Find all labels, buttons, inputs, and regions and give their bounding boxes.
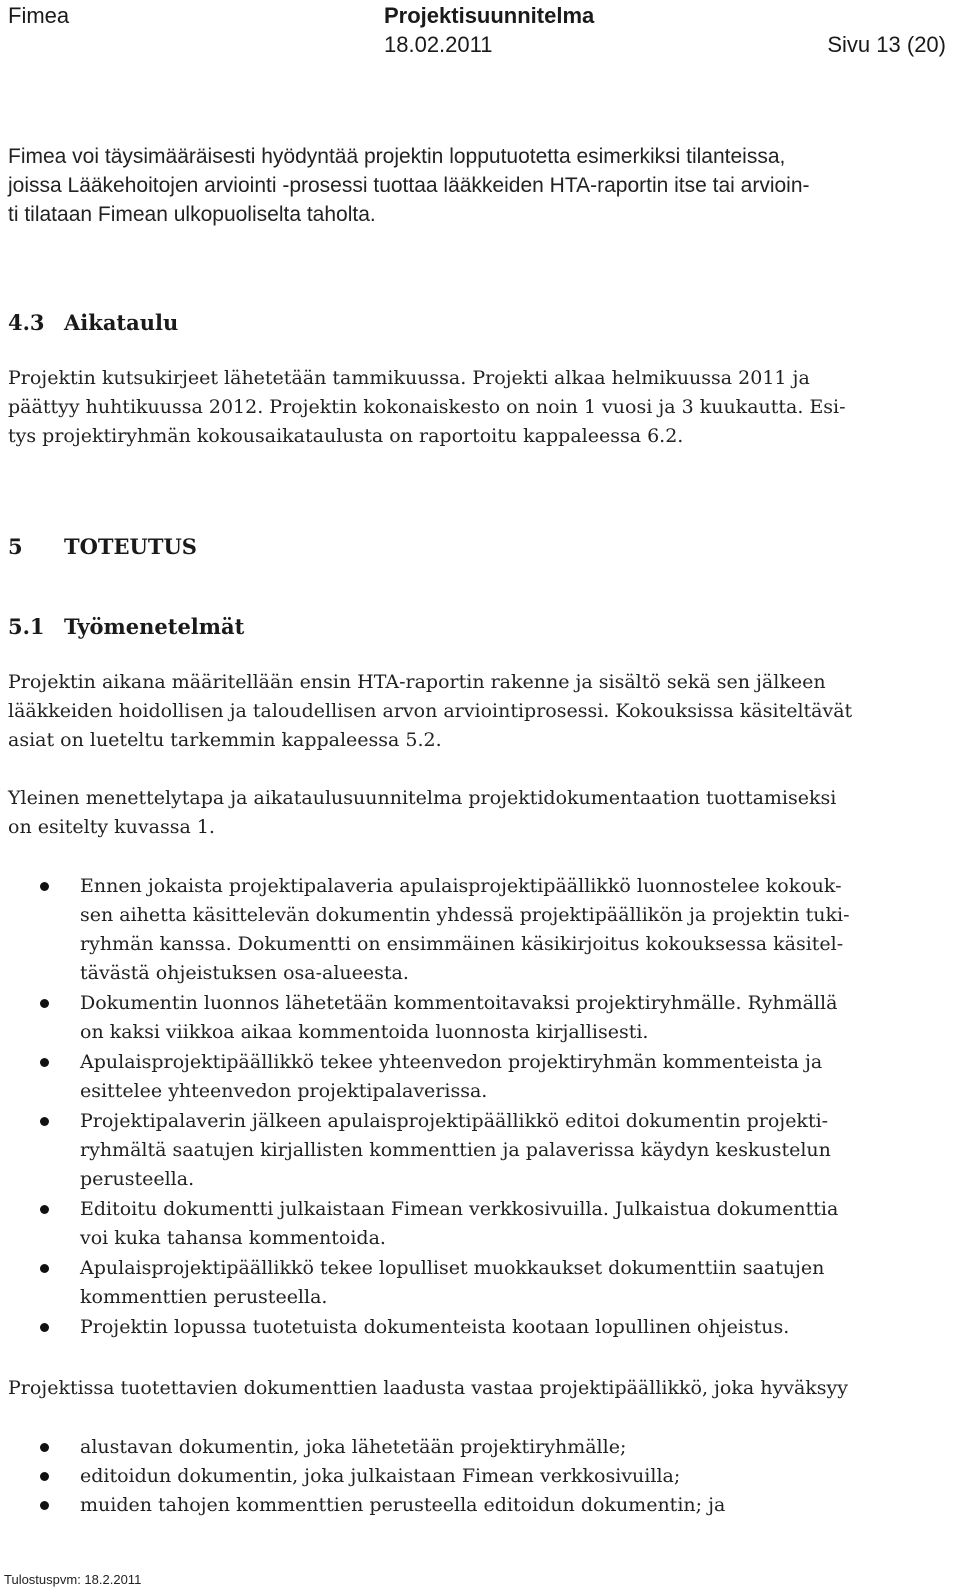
section-title: Aikataulu <box>64 310 179 335</box>
paragraph-line: tys projektiryhmän kokousaikataulusta on raportoitu kappaleessa 6.2. <box>8 425 684 447</box>
list-item <box>8 1195 948 1253</box>
process-bullet-list <box>8 872 948 1343</box>
list-item <box>8 1433 948 1462</box>
list-item-line: alustavan dokumentin, joka lähetetään projektiryhmälle; <box>80 1436 627 1458</box>
list-item-line: tävästä ohjeistuksen osa-alueesta. <box>80 962 409 984</box>
bullet-icon <box>40 1058 49 1067</box>
paragraph-line: Projektin kutsukirjeet lähetetään tammikuussa. Projekti alkaa helmikuussa 2011 ja <box>8 367 810 389</box>
methods-paragraph-1 <box>8 668 948 755</box>
paragraph-line: asiat on lueteltu tarkemmin kappaleessa 5.2. <box>8 729 442 751</box>
list-item <box>8 1254 948 1312</box>
paragraph-line: lääkkeiden hoidollisen ja taloudellisen arvon arviointiprosessi. Kokouksissa käsiteltävät <box>8 700 853 722</box>
list-item-line: muiden tahojen kommenttien perusteella editoidun dokumentin; ja <box>80 1494 726 1516</box>
list-item-line: on kaksi viikkoa aikaa kommentoida luonnosta kirjallisesti. <box>80 1021 649 1043</box>
bullet-icon <box>40 1472 49 1481</box>
bullet-icon <box>40 999 49 1008</box>
list-item-line: Dokumentin luonnos lähetetään kommentoitavaksi projektiryhmälle. Ryhmällä <box>80 992 838 1014</box>
intro-paragraph <box>8 142 948 229</box>
schedule-paragraph <box>8 364 948 451</box>
list-item <box>8 1313 948 1342</box>
paragraph-line: päättyy huhtikuussa 2012. Projektin kokonaiskesto on noin 1 vuosi ja 3 kuukautta. Esi- <box>8 396 846 418</box>
intro-line: ti tilataan Fimean ulkopuoliselta taholta. <box>8 203 376 226</box>
section-heading-5 <box>8 534 197 559</box>
header-organization: Fimea <box>8 3 70 28</box>
paragraph-line: Projektissa tuotettavien dokumenttien laadusta vastaa projektipäällikkö, joka hyväksyy <box>8 1377 849 1399</box>
header-page-number: Sivu 13 (20) <box>827 32 946 57</box>
list-item-line: ryhmän kanssa. Dokumentti on ensimmäinen käsikirjoitus kokouksessa käsitel- <box>80 933 844 955</box>
section-number: 5 <box>8 534 23 559</box>
list-item <box>8 989 948 1047</box>
list-item <box>8 1107 948 1194</box>
list-item <box>8 872 948 988</box>
bullet-icon <box>40 1264 49 1273</box>
intro-line: joissa Lääkehoitojen arviointi -prosessi tuottaa lääkkeiden HTA-raportin itse tai arvioin- <box>8 174 810 197</box>
header-date: 18.02.2011 <box>384 32 493 57</box>
list-item <box>8 1048 948 1106</box>
list-item-line: Apulaisprojektipäällikkö tekee lopulliset muokkaukset dokumenttiin saatujen <box>80 1257 825 1279</box>
section-heading-5-1 <box>8 614 244 639</box>
section-number: 5.1 <box>8 614 45 639</box>
paragraph-line: Projektin aikana määritellään ensin HTA-raportin rakenne ja sisältö sekä sen jälkeen <box>8 671 826 693</box>
list-item-line: Apulaisprojektipäällikkö tekee yhteenvedon projektiryhmän kommenteista ja <box>80 1051 823 1073</box>
list-item-line: sen aihetta käsittelevän dokumentin yhdessä projektipäällikön ja projektin tuki- <box>80 904 850 926</box>
list-item-line: ryhmältä saatujen kirjallisten kommenttien ja palaverissa käydyn keskustelun <box>80 1139 831 1161</box>
print-date-footer: Tulostuspvm: 18.2.2011 <box>4 1572 142 1587</box>
section-number: 4.3 <box>8 310 45 335</box>
bullet-icon <box>40 1117 49 1126</box>
list-item-line: perusteella. <box>80 1168 195 1190</box>
list-item-line: Projektipalaverin jälkeen apulaisprojektipäällikkö editoi dokumentin projekti- <box>80 1110 829 1132</box>
bullet-icon <box>40 1323 49 1332</box>
list-item-line: kommenttien perusteella. <box>80 1286 328 1308</box>
quality-paragraph <box>8 1374 948 1403</box>
bullet-icon <box>40 1443 49 1452</box>
list-item-line: voi kuka tahansa kommentoida. <box>80 1227 386 1249</box>
paragraph-line: Yleinen menettelytapa ja aikataulusuunnitelma projektidokumentaation tuottamiseksi <box>8 787 837 809</box>
header-document-title: Projektisuunnitelma <box>384 3 595 28</box>
list-item-line: Ennen jokaista projektipalaveria apulaisprojektipäällikkö luonnostelee kokouk- <box>80 875 842 897</box>
section-heading-4-3 <box>8 310 178 335</box>
list-item <box>8 1491 948 1520</box>
intro-line: Fimea voi täysimääräisesti hyödyntää projektin lopputuotetta esimerkiksi tilanteissa, <box>8 145 786 168</box>
bullet-icon <box>40 1205 49 1214</box>
bullet-icon <box>40 882 49 891</box>
list-item-line: Editoitu dokumentti julkaistaan Fimean verkkosivuilla. Julkaistua dokumenttia <box>80 1198 839 1220</box>
section-title: TOTEUTUS <box>64 534 197 559</box>
approval-bullet-list <box>8 1433 948 1520</box>
list-item-line: esittelee yhteenvedon projektipalaverissa. <box>80 1080 488 1102</box>
paragraph-line: on esitelty kuvassa 1. <box>8 816 215 838</box>
list-item-line: editoidun dokumentin, joka julkaistaan Fimean verkkosivuilla; <box>80 1465 681 1487</box>
section-title: Työmenetelmät <box>64 614 245 639</box>
bullet-icon <box>40 1501 49 1510</box>
methods-paragraph-2 <box>8 784 948 842</box>
list-item <box>8 1462 948 1491</box>
list-item-line: Projektin lopussa tuotetuista dokumenteista kootaan lopullinen ohjeistus. <box>80 1316 790 1338</box>
